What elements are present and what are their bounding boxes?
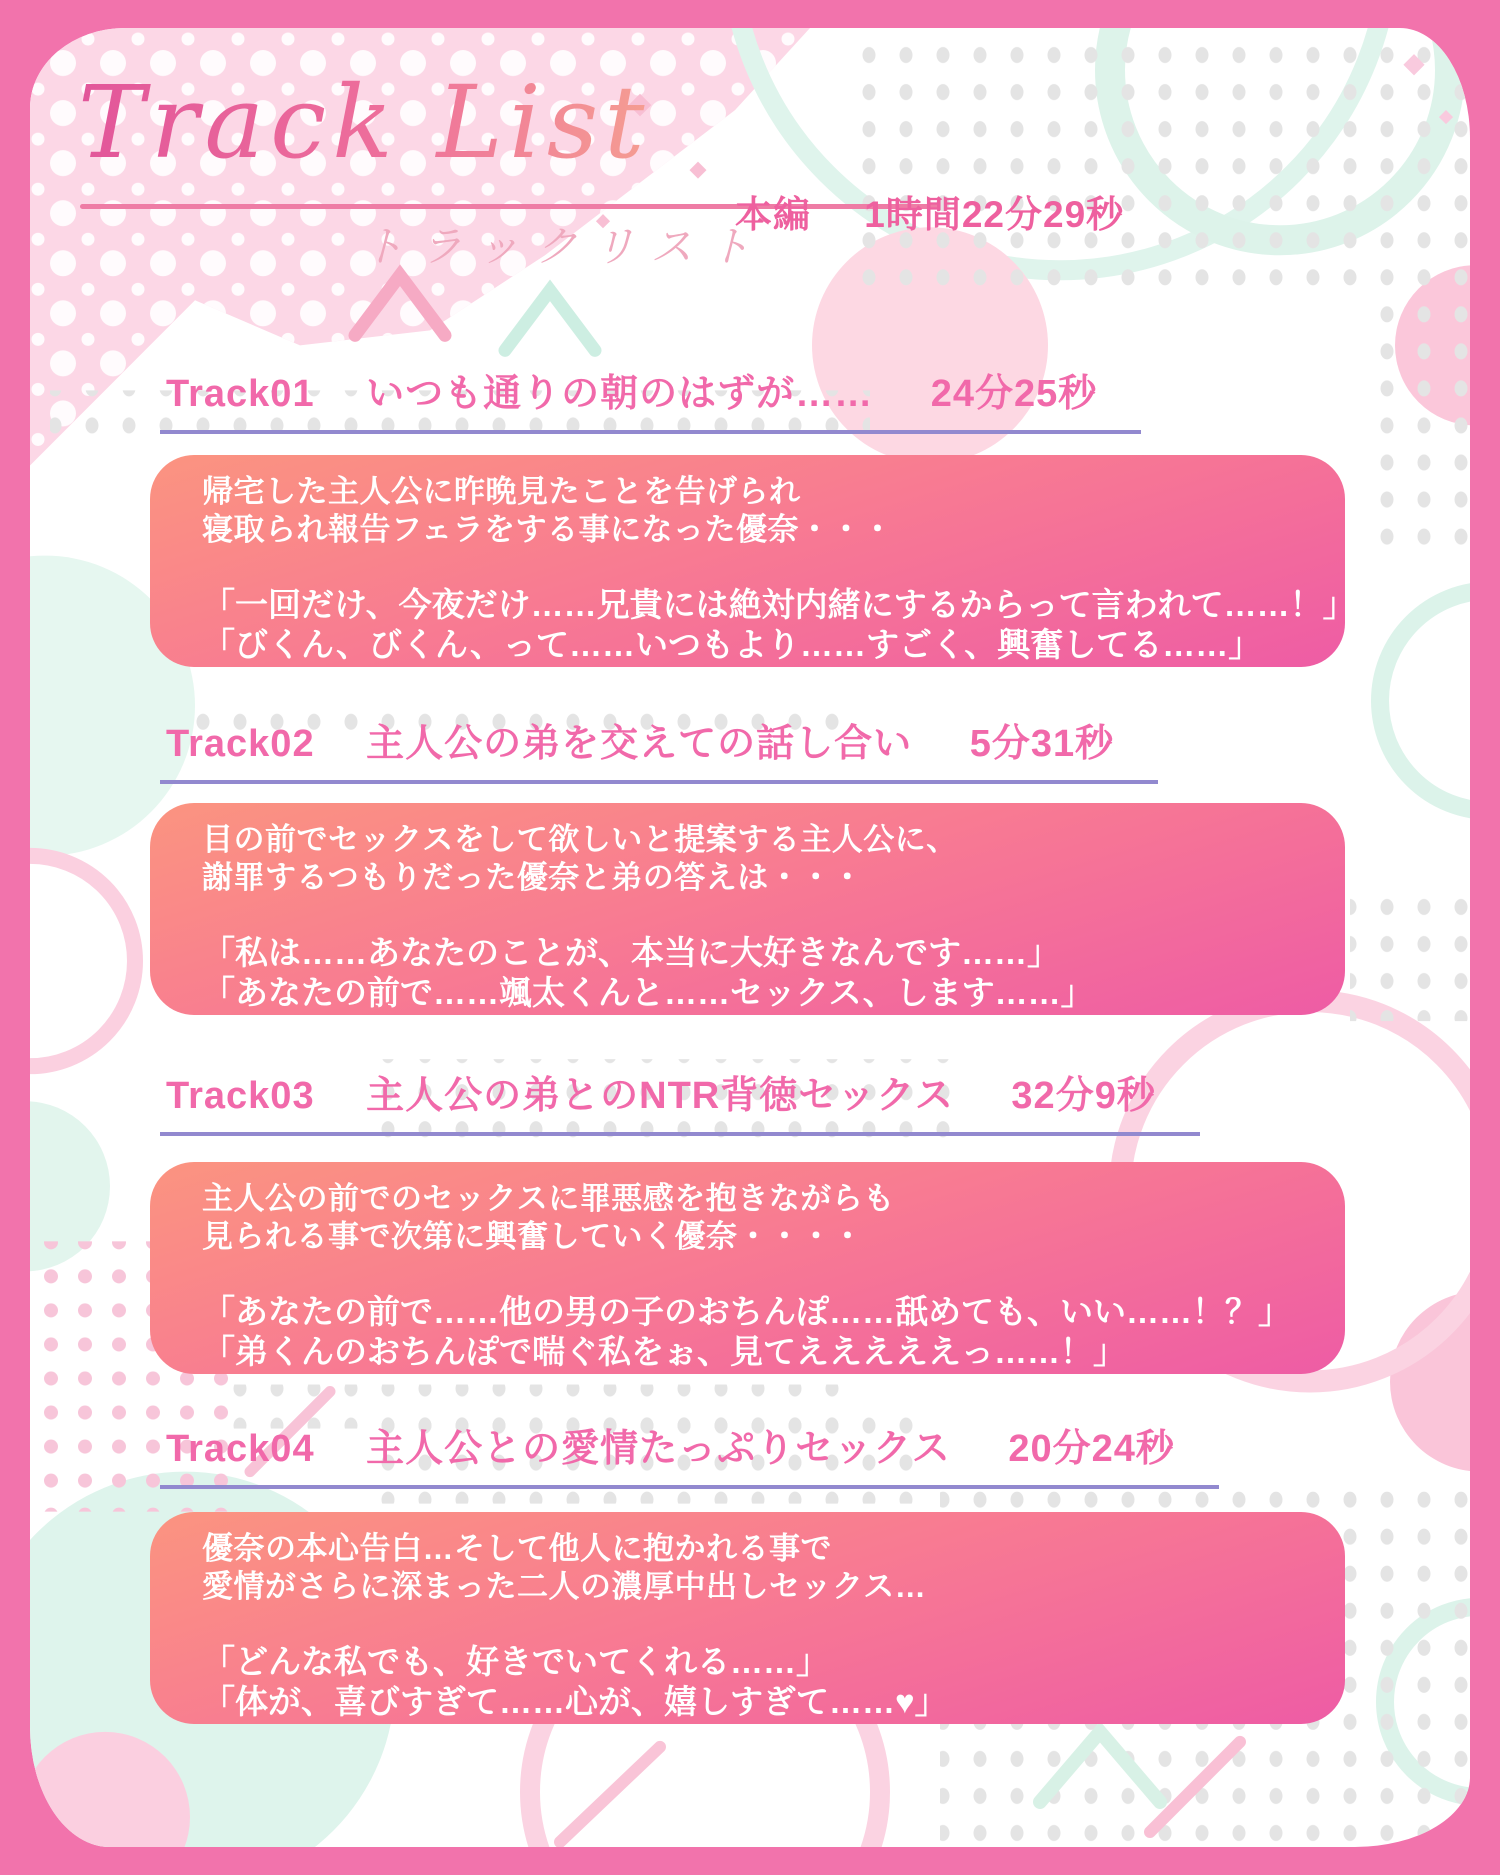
description-line: 主人公の前でのセックスに罪悪感を抱きながらも [202,1181,895,1216]
track02-number: Track02 [166,723,315,765]
page-title: Track List [78,60,650,185]
quote-line: 「あなたの前で……他の男の子のおちんぽ……舐めても、いい……！？」 [202,1293,1291,1330]
description-line: 愛情がさらに深まった二人の濃厚中出しセックス… [202,1569,927,1604]
quote-line: 「びくん、びくん、って……いつもより……すごく、興奮してる……」 [202,626,1262,663]
track03-quotes [202,1292,1315,1372]
track04-header [160,1417,1219,1489]
track04-description-box [150,1512,1345,1724]
track03-number: Track03 [166,1075,315,1117]
quote-line: 「どんな私でも、好きでいてくれる……」 [202,1643,829,1680]
track04-quotes [202,1642,1315,1722]
description-line: 目の前でセックスをして欲しいと提案する主人公に、 [202,822,958,857]
track03-title: 主人公の弟とのNTR背徳セックス [366,1075,954,1117]
track02-description-box [150,803,1345,1015]
quote-line: 「弟くんのおちんぽで喘ぐ私をぉ、見てえええええっ……！」 [202,1333,1126,1370]
track02-header [160,712,1158,784]
quote-line: 「一回だけ、今夜だけ……兄貴には絶対内緒にするからって言われて……！」 [202,586,1356,623]
track01-duration: 24分25秒 [930,373,1098,415]
track03-description [202,1180,1315,1256]
track01-description [202,473,1315,549]
track01-description-box [150,455,1356,667]
page-subtitle: トラックリスト [362,223,767,270]
track02-title: 主人公の弟を交えての話し合い [366,723,913,765]
track01-header [160,362,1141,434]
quote-line: 「私は……あなたのことが、本当に大好きなんです……」 [202,934,1060,971]
description-line: 帰宅した主人公に昨晩見たことを告げられ [202,474,801,509]
quote-line: 「体が、喜びすぎて……心が、嬉しすぎて……♥」 [202,1683,948,1720]
track02-description [202,821,1315,897]
track01-number: Track01 [166,373,315,415]
total-label: 本編 [735,194,811,235]
track03-duration: 32分9秒 [1011,1075,1156,1117]
track04-description [202,1530,1315,1606]
total-duration-line [735,184,1124,238]
track02-quotes [202,933,1315,1013]
description-line: 見られる事で次第に興奮していく優奈・・・・ [202,1219,864,1254]
track01-title: いつも通りの朝のはずが…… [366,373,874,415]
description-line: 寝取られ報告フェラをする事になった優奈・・・ [202,512,894,547]
track02-duration: 5分31秒 [969,723,1115,765]
total-duration-value: 1時間22分29秒 [864,194,1125,235]
track04-title: 主人公との愛情たっぷりセックス [366,1428,951,1470]
track01-quotes [202,585,1356,665]
description-line: 謝罪するつもりだった優奈と弟の答えは・・・ [202,860,864,895]
quote-line: 「あなたの前で……颯太くんと……セックス、します……」 [202,974,1094,1011]
track04-number: Track04 [166,1428,315,1470]
description-line: 優奈の本心告白…そして他人に抱かれる事で [202,1531,832,1566]
track03-header [160,1064,1200,1136]
track04-duration: 20分24秒 [1008,1428,1175,1470]
track03-description-box [150,1162,1345,1374]
